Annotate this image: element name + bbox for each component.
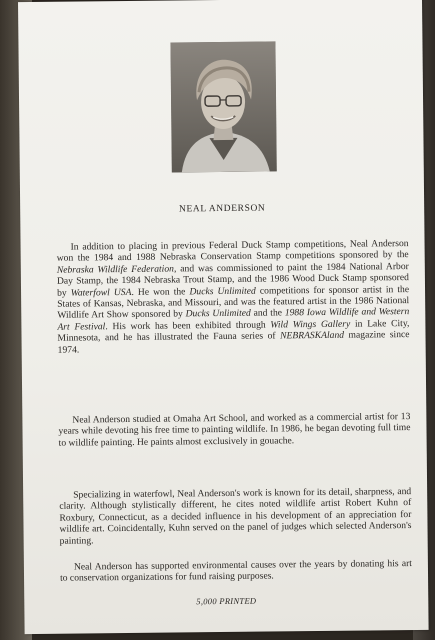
bio-paragraph-1 [57, 238, 410, 356]
text-run: Neal Anderson has supported environmental causes over the years by donating his art to conservation organizations for fund raising purposes. [59, 558, 412, 585]
text-run: . His work has been exhibited through [105, 319, 271, 333]
bio-paragraph-3 [59, 486, 412, 547]
italic-text-run: Wild Wings Gallery [270, 318, 351, 331]
text-run: and the [250, 307, 285, 320]
text-run: in Lake City, Minnesota, and he has illustrated the Fauna series of [57, 317, 410, 344]
italic-text-run: NEBRASKAland [280, 329, 345, 342]
text-run: magazine since 1974. [57, 329, 410, 356]
bio-paragraph-2 [58, 411, 410, 449]
bio-paragraph-4 [60, 558, 412, 584]
text-run: Neal Anderson studied at Omaha Art School, and worked as a commercial artist for 13 years while devoting his free time to painting wildlife. In 1986, he began devoting full time to wildlife painting. He paints almost exclusively in gouache. [58, 411, 411, 449]
printed-edition-note: 5,000 PRINTED [196, 595, 257, 607]
italic-text-run: Nebraska Wildlife Federation [56, 263, 174, 276]
document-page [18, 0, 429, 634]
text-run: . He won the [131, 285, 190, 298]
italic-text-run: Ducks Unlimited [185, 308, 251, 320]
italic-text-run: Ducks Unlimited [189, 285, 256, 297]
author-portrait-photo [170, 41, 276, 172]
text-run: , and was commissioned to paint the 1984 National Arbor Day Stamp, the 1984 Nebraska Trout Stamp, and the 1986 Wood Duck Stamp sponsored by [56, 260, 409, 299]
text-run: In addition to placing in previous Federal Duck Stamp competitions, Neal Anderson won the 1984 and 1988 Nebraska Conservation Stamp competitions sponsored by the [56, 238, 409, 265]
italic-text-run: Waterfowl USA [70, 286, 132, 299]
text-run: competitions for sponsor artist in the States of Kansas, Nebraska, and Missouri, and was the featured artist in the 1986 National Wildlife Art Show sponsored by [57, 283, 410, 322]
author-name-heading: NEAL ANDERSON [178, 203, 266, 215]
text-run: Specializing in waterfowl, Neal Anderson's work is known for its detail, sharpness, and clarity. Although stylistically different, he cites noted wildlife artist Robert Kuhn of Roxbury, Connecticut, as a decided influence in his development of an appreciation for wildlife art. Coincidentally, Kuhn served on the panel of judges which selected Anderson's painting. [59, 486, 412, 547]
italic-text-run: 1988 Iowa Wildlife and Western Art Festival [57, 306, 410, 333]
